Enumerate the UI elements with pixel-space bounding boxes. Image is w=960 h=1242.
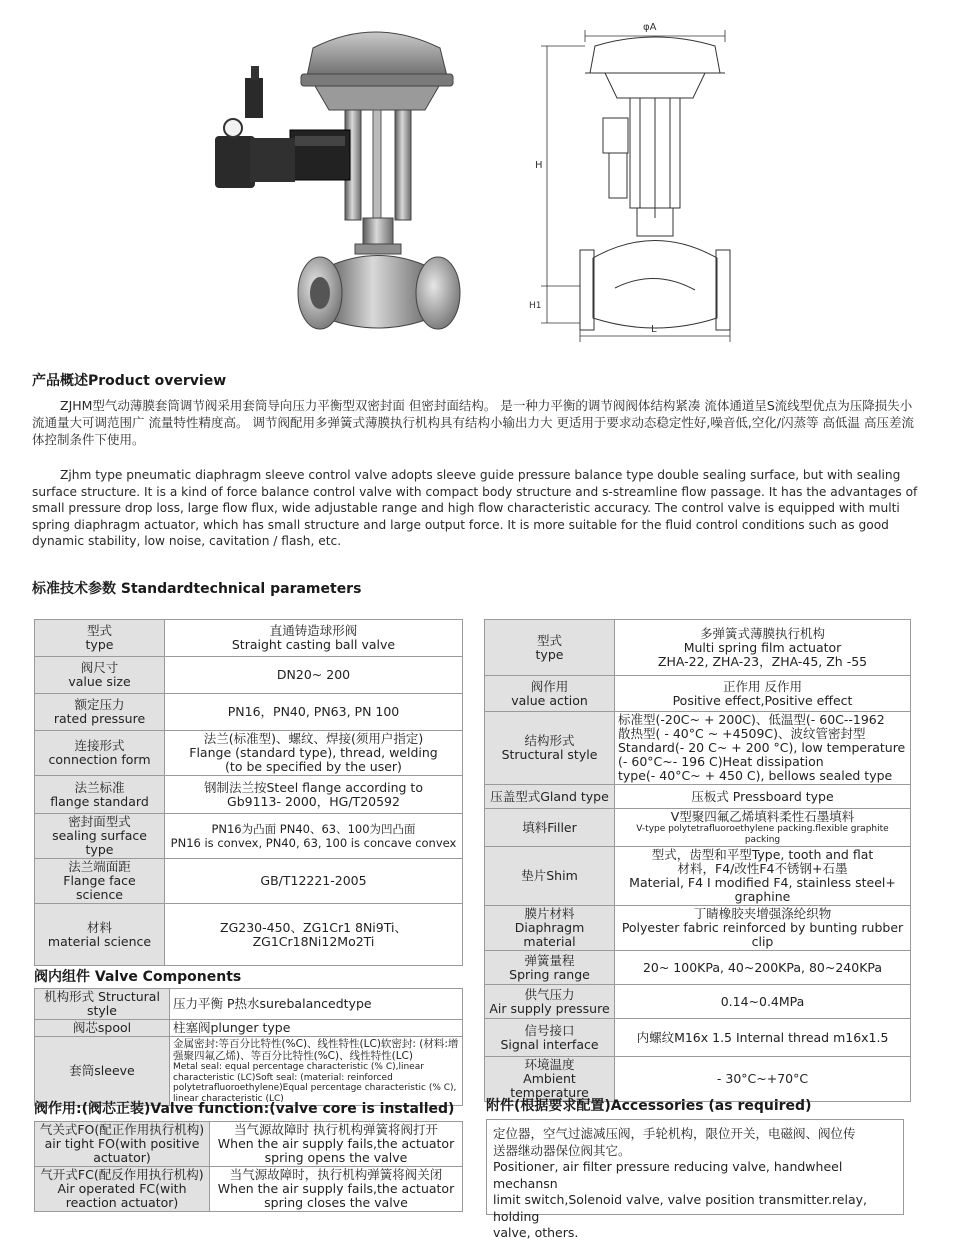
spec-value: - 30°C~+70°C [615, 1057, 911, 1102]
std-params-heading: 标准技术参数 Standardtechnical parameters [32, 581, 362, 597]
overview-zh-text: ZJHM型气动薄膜套筒调节阀采用套筒导向压力平衡型双密封面 但密封面结构。 是一种力平衡的调节阀阀体结构紧凑 流体通道呈S流线型优点为压降损失小流通量大可调范围广 流量特性精度高。 调节阀配用多弹簧式薄膜执行机构具有结构小输出力大 更适用于要求动态稳定性好,噪音低,空化/闪蒸等 高低温 高压差流体控制条件下使用。 [32, 398, 915, 447]
spec-label: 弹簧量程 Spring range [485, 951, 615, 985]
table-row [35, 1122, 463, 1167]
table-row [485, 906, 911, 951]
component-value: 压力平衡 P热水surebalancedtype [170, 989, 463, 1020]
table-row [35, 904, 463, 966]
spec-value: GB/T12221-2005 [165, 859, 463, 904]
table-row [485, 951, 911, 985]
component-value: 柱塞阀plunger type [170, 1020, 463, 1037]
table-row [35, 1020, 463, 1037]
table-row [35, 776, 463, 814]
function-label: 气关式FO(配正作用执行机构) air tight FO(with positive actuator) [35, 1122, 210, 1167]
spec-value: 内螺纹M16x 1.5 Internal thread m16x1.5 [615, 1019, 911, 1057]
valve-dimension-drawing [525, 18, 755, 348]
spec-label: 垫片Shim [485, 847, 615, 906]
overview-en-text: Zjhm type pneumatic diaphragm sleeve control valve adopts sleeve guide pressure balance type double sealing surface, but with sealing surface structure. It is a kind of force balance control valve with compact body structure and s-streamline flow passage. It has the advantages of small pressure drop loss, large flow flux, wide adjustable range and high flow characteristic accuracy. The control valve is equipped with multi spring diaphragm actuator, which has small structure and large output force. It is more suitable for the fluid control conditions such as good dynamic stability, low noise, cavitation / flash, etc. [32, 468, 918, 548]
spec-label: 额定压力 rated pressure [35, 694, 165, 731]
table-row [35, 859, 463, 904]
table-row [35, 694, 463, 731]
table-row [485, 985, 911, 1019]
table-row [35, 1167, 463, 1212]
spec-value: 多弹簧式薄膜执行机构 Multi spring film actuator ZHA-22, ZHA-23，ZHA-45, Zh -55 [615, 620, 911, 676]
table-row [35, 1037, 463, 1106]
function-value: 当气源故障时 执行机构弹簧将阀打开 When the air supply fails,the actuator spring opens the valve [210, 1122, 463, 1167]
accessories-line: 送器继动器保位阀其它。 [493, 1142, 631, 1158]
spec-label: 阀作用 value action [485, 676, 615, 712]
spec-label: 密封面型式 sealing surface type [35, 814, 165, 859]
spec-label: 法兰标准 flange standard [35, 776, 165, 814]
spec-value: 0.14~0.4MPa [615, 985, 911, 1019]
accessories-line: 定位器，空气过滤减压阀，手轮机构，限位开关，电磁阀、阀位传 [493, 1126, 856, 1141]
accessories-line: limit switch,Solenoid valve, valve position transmitter.relay, holding [493, 1192, 867, 1224]
function-table [34, 1121, 463, 1212]
component-label: 机构形式 Structural style [35, 989, 170, 1020]
table-row [485, 676, 911, 712]
table-row [35, 731, 463, 776]
spec-label: 连接形式 connection form [35, 731, 165, 776]
table-row [485, 809, 911, 847]
table-row [485, 1019, 911, 1057]
table-row [485, 620, 911, 676]
spec-label: 环境温度 Ambient temperature [485, 1057, 615, 1102]
spec-value: PN16为凸面 PN40、63、100为凹凸面 PN16 is convex, PN40, 63, 100 is concave convex [165, 814, 463, 859]
components-heading: 阀内组件 Valve Components [34, 969, 242, 985]
spec-label: 法兰端面距 Flange face science [35, 859, 165, 904]
spec-label: 型式 type [35, 620, 165, 657]
spec-value: 标准型(-20C~ + 200C)、低温型(- 60C--1962 散热型( - 40°C ~ +4509C)、波纹管密封型 Standard(- 20 C~ + 200 °C), low temperature (- 60°C~- 196 C)Heat dissipation type(- 40°C~ + 450 C), bellows sealed type [615, 712, 911, 785]
table-row [35, 620, 463, 657]
spec-value: ZG230-450、ZG1Cr1 8Ni9Ti、 ZG1Cr18Ni12Mo2Ti [165, 904, 463, 966]
table-row [485, 712, 911, 785]
spec-label: 信号接口 Signal interface [485, 1019, 615, 1057]
components-table [34, 988, 463, 1106]
spec-label: 材料 material science [35, 904, 165, 966]
dim-L-label: L [651, 324, 657, 335]
spec-label: 供气压力 Air supply pressure [485, 985, 615, 1019]
spec-value: 正作用 反作用 Positive effect,Positive effect [615, 676, 911, 712]
spec-value: V型聚四氟乙烯填料柔性石墨填料 V-type polytetrafluoroethylene packing.flexible graphite packing [615, 809, 911, 847]
spec-label: 结构形式 Structural style [485, 712, 615, 785]
spec-value: PN16，PN40, PN63, PN 100 [165, 694, 463, 731]
function-value: 当气源故障时，执行机构弹簧将阀关闭 When the air supply fails,the actuator spring closes the valve [210, 1167, 463, 1212]
table-row [35, 814, 463, 859]
component-label: 阀芯spool [35, 1020, 170, 1037]
accessories-heading: 附件(根据要求配置)Accessories (as required) [486, 1098, 812, 1114]
spec-value: 丁睛橡胶夹增强涤纶织物 Polyester fabric reinforced by bunting rubber clip [615, 906, 911, 951]
dim-H1-label: H1 [529, 301, 542, 311]
spec-value: 直通铸造球形阀 Straight casting ball valve [165, 620, 463, 657]
spec-label: 阀尺寸 value size [35, 657, 165, 694]
left-spec-table [34, 619, 463, 966]
spec-label: 膜片材料 Diaphragm material [485, 906, 615, 951]
accessories-box [486, 1119, 904, 1240]
dim-H-label: H [535, 160, 543, 171]
table-row [485, 847, 911, 906]
dim-phiA-label: φA [643, 22, 657, 33]
spec-label: 型式 type [485, 620, 615, 676]
table-row [485, 785, 911, 809]
spec-value: 法兰(标准型)、螺纹、焊接(须用户指定) Flange (standard type), thread, welding (to be specified by the user) [165, 731, 463, 776]
spec-value: 型式，齿型和平型Type, tooth and flat 材料，F4/改性F4不锈钢+石墨 Material, F4 I modified F4, stainless steel+ graphine [615, 847, 911, 906]
spec-value: DN20~ 200 [165, 657, 463, 694]
table-row [35, 657, 463, 694]
spec-value: 压板式 Pressboard type [615, 785, 911, 809]
right-spec-table [484, 619, 911, 1102]
function-label: 气开式FC(配反作用执行机构) Air operated FC(with reaction actuator) [35, 1167, 210, 1212]
spec-value: 钢制法兰按Steel flange according to Gb9113- 2000，HG/T20592 [165, 776, 463, 814]
valve-product-photo [195, 18, 495, 348]
spec-value: 20~ 100KPa, 40~200KPa, 80~240KPa [615, 951, 911, 985]
spec-label: 压盖型式Gland type [485, 785, 615, 809]
accessories-line: Positioner, air filter pressure reducing valve, handwheel mechansn [493, 1159, 843, 1191]
overview-heading: 产品概述Product overview [32, 373, 227, 389]
component-label: 套筒sleeve [35, 1037, 170, 1106]
accessories-line: valve, others. [493, 1225, 579, 1240]
component-value: 金属密封:等百分比特性(%C)、线性特性(LC)软密封: (材料:增强聚四氟乙烯)、等百分比特性(%C)、线性特性(LC) Metal seal: equal percentage characteristic (% C),linear characteristic (LC)Soft seal: (material: reinforced polytetrafluoroethylene)Equal percentage characteristic (% C), linear characteristic (LC) [170, 1037, 463, 1106]
table-row [35, 989, 463, 1020]
spec-label: 填料Filler [485, 809, 615, 847]
function-heading: 阀作用:(阀芯正装)Valve function:(valve core is installed) [34, 1101, 455, 1117]
